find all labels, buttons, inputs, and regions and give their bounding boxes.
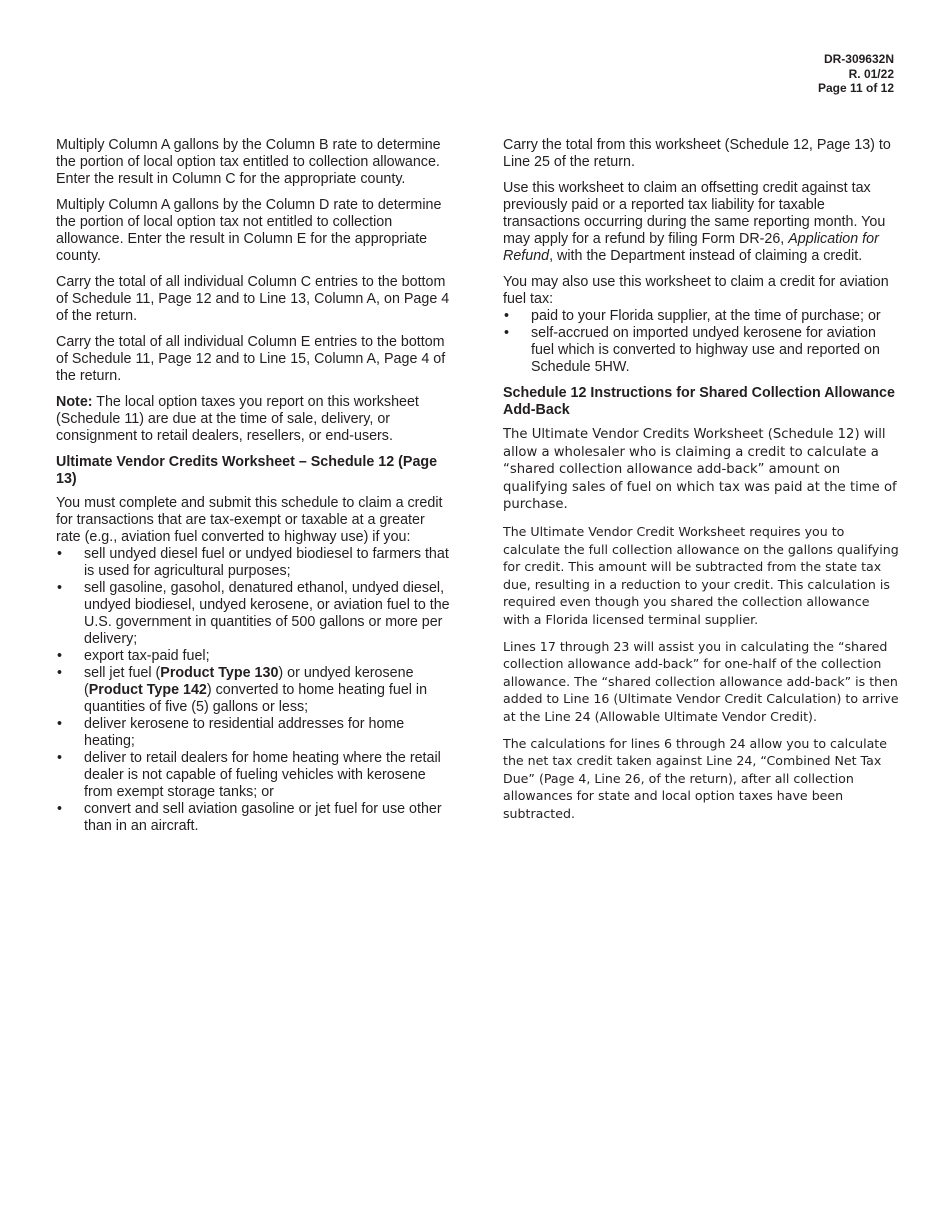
left-column — [56, 137, 452, 844]
section-heading-schedule-12: Ultimate Vendor Credits Worksheet – Schedule 12 (Page 13) — [56, 454, 438, 487]
form-title-application-for-refund: Application for Refund — [503, 231, 879, 264]
note-paragraph — [56, 394, 452, 445]
paragraph-carry-column-e: Carry the total of all individual Column E entries to the bottom of Schedule 11, Page 12 and to Line 15, Column A, Page 4 of the return. — [56, 334, 446, 384]
list-item: • export tax-paid fuel; — [56, 648, 452, 665]
paragraph-offsetting-credit — [503, 180, 899, 265]
list-item: • deliver to retail dealers for home heating where the retail dealer is not capable of fueling vehicles with kerosene from exempt storage tanks; or — [56, 750, 452, 801]
paragraph-claim-credit: You must complete and submit this schedule to claim a credit for transactions that are tax-exempt or taxable at a greater rate (e.g., aviation fuel converted to highway use) if you: — [56, 495, 443, 545]
paragraph-column-c: Multiply Column A gallons by the Column B rate to determine the portion of local option tax entitled to collection allowance. Enter the result in Column C for the appropriate county. — [56, 137, 441, 187]
paragraph-carry-total: Carry the total from this worksheet (Schedule 12, Page 13) to Line 25 of the return. — [503, 137, 891, 170]
note-text: The local option taxes you report on this worksheet (Schedule 11) are due at the time of sale, delivery, or consignment to retail dealers, resellers, or end-users. — [56, 394, 419, 444]
list-item: • sell undyed diesel fuel or undyed biodiesel to farmers that is used for agricultural purposes; — [56, 546, 452, 580]
revision-date: R. 01/22 — [848, 66, 894, 81]
list-item: • paid to your Florida supplier, at the time of purchase; or — [503, 308, 899, 325]
paragraph-column-e: Multiply Column A gallons by the Column D rate to determine the portion of local option tax not entitled to collection allowance. Enter the result in Column E for the appropriate county. — [56, 197, 442, 264]
list-item-text: ) converted to home heating fuel in quantities of five (5) gallons or less; — [84, 682, 428, 715]
paragraph-full-collection-allowance: The Ultimate Vendor Credit Worksheet requires you to calculate the full collection allowance on the gallons qualifying for credit. This amount will be subtracted from the state tax due, resulting in a reduction to your credit. This calculation is required even though you shared the collection allowance with a Florida licensed terminal supplier. — [503, 523, 899, 627]
paragraph-text: , with the Department instead of claiming a credit. — [549, 248, 863, 264]
note-label: Note: — [56, 394, 93, 410]
bullet-list-credit-conditions — [56, 546, 452, 835]
page-number: Page 11 of 12 — [817, 81, 894, 95]
list-item: • sell gasoline, gasohol, denatured ethanol, undyed diesel, undyed biodiesel, undyed kerosene, or aviation fuel to the U.S. government in quantities of 500 gallons or more per delivery; — [56, 580, 452, 648]
product-type-142: Product Type 142 — [88, 682, 207, 698]
list-item — [56, 665, 452, 716]
paragraph-lines-6-24: The calculations for lines 6 through 24 allow you to calculate the net tax credit taken against Line 24, “Combined Net Tax Due” (Page 4, Line 26, of the return), after all collection allowances for state and local option taxes have been subtracted. — [503, 735, 887, 821]
list-item: • self-accrued on imported undyed kerosene for aviation fuel which is converted to highway use and reported on Schedule 5HW. — [503, 325, 899, 376]
form-number: DR-309632N — [823, 52, 894, 66]
list-item-text: sell jet fuel ( — [84, 665, 161, 681]
paragraph-lines-17-23: Lines 17 through 23 will assist you in calculating the “shared collection allowance add-back” for one-half of the collection allowance. The “shared collection allowance add-back” is then added to Line 16 (Ultimate Vendor Credit Calculation) to arrive at the Line 24 (Allowable Ultimate Vendor Credit). — [503, 638, 899, 724]
paragraph-aviation-fuel: You may also use this worksheet to claim a credit for aviation fuel tax: — [503, 274, 889, 307]
paragraph-text: Use this worksheet to claim an offsetting credit against tax previously paid or a reported tax liability for taxable transactions occurring during the same reporting month. You may apply for a refund by filing Form DR-26, — [503, 180, 886, 247]
list-item-text: ) or undyed kerosene ( — [84, 665, 414, 698]
paragraph-shared-add-back: The Ultimate Vendor Credits Worksheet (Schedule 12) will allow a wholesaler who is claiming a credit to calculate a “shared collection allowance add-back” amount on qualifying sales of fuel on which tax was paid at the time of purchase. — [503, 427, 897, 513]
paragraph-carry-column-c: Carry the total of all individual Column C entries to the bottom of Schedule 11, Page 12 and to Line 13, Column A, on Page 4 of the return. — [56, 274, 450, 324]
product-type-130: Product Type 130 — [160, 665, 279, 681]
list-item: • deliver kerosene to residential addresses for home heating; — [56, 716, 452, 750]
form-header — [818, 52, 894, 96]
section-heading-shared-collection: Schedule 12 Instructions for Shared Collection Allowance Add-Back — [503, 385, 895, 418]
bullet-list-aviation-fuel — [503, 308, 899, 376]
list-item: • convert and sell aviation gasoline or jet fuel for use other than in an aircraft. — [56, 801, 452, 835]
right-column — [503, 137, 899, 831]
